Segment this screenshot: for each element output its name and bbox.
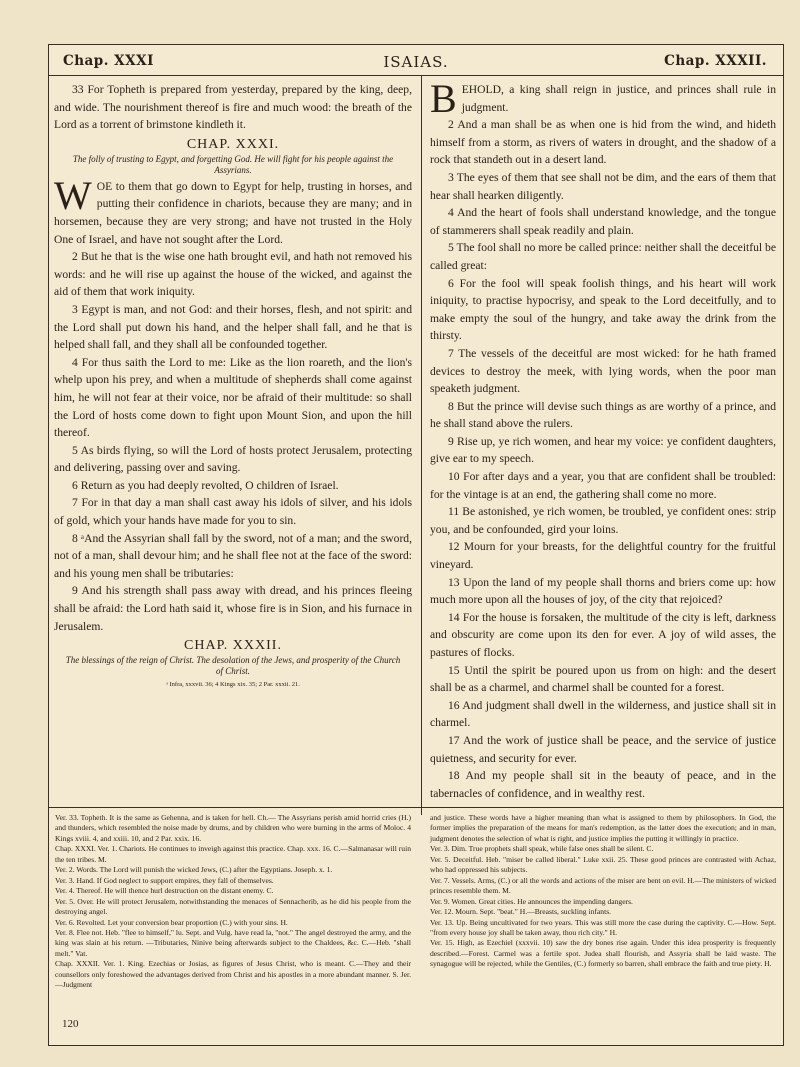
verse-33: 33 For Topheth is prepared from yesterday, prepared by the king, deep, and wide. The nourishment thereof is fire and much wood: the breath of the Lord as a torrent of brimstone kindleth it. <box>54 83 412 132</box>
footnote: Ver. 5. Deceitful. Heb. "miser be called liberal." Luke xxii. 25. These good princes are contrasted with Achaz, who had oppressed his subjects. <box>430 854 776 875</box>
chapter-31-heading: CHAP. XXXI. <box>186 136 280 152</box>
footnote: Ver. 12. Mourn. Sept. "beat." H.—Breasts, suckling infants. <box>430 907 612 917</box>
verse-1-text: EHOLD, a king shall reign in justice, and princes shall rule in judgment. <box>461 83 776 114</box>
verse: 3 The eyes of them that see shall not be dim, and the ears of them that hear shall hearken diligently. <box>430 170 776 202</box>
footnote: Ver. 3. Hand. If God neglect to support empires, they fall of themselves. <box>55 875 274 885</box>
header-left-chapter: Chap. XXXI <box>63 53 154 69</box>
verse: 5 As birds flying, so will the Lord of hosts protect Jerusalem, protecting and delivering, passing over and saving. <box>54 443 412 475</box>
verse: 6 For the fool will speak foolish things, and his heart will work iniquity, to practise hypocrisy, and speak to the Lord deceitfully, and to make empty the soul of the hungry, and take away the drink from the thirsty. <box>430 276 776 343</box>
footnote: Ver. 2. Words. The Lord will punish the wicked Jews, (C.) after the Egyptians. Joseph. x. 1. <box>55 865 333 875</box>
column-divider <box>421 75 422 815</box>
footnote: Ver. 9. Women. Great cities. He announces the impending dangers. <box>430 896 633 906</box>
header-right-chapter: Chap. XXXII. <box>664 53 767 69</box>
verse: 14 For the house is forsaken, the multitude of the city is left, darkness and obscurity are come upon its den for ever. A joy of wild asses, the pastures of flocks. <box>430 610 776 659</box>
footnote: Chap. XXXI. Ver. 1. Chariots. He continues to inveigh against this practice. Chap. xxx. 16. C.—Salmanasar will ruin the ten tribes. M. <box>55 844 411 864</box>
right-column <box>430 76 776 802</box>
dropcap-b: B <box>430 76 457 121</box>
footnote: Ver. 5. Over. He will protect Jerusalem, notwithstanding the menaces of Sennacherib, as he did his people from the destroying angel. <box>55 896 411 917</box>
footnote-divider <box>49 807 783 808</box>
verse-1-text: OE to them that go down to Egypt for help, trusting in horses, and putting their confidence in chariots, because they are many; and in horsemen, because they are very strong; and have not trusted in the Holy One of Israel, and have not sought after the Lord. <box>54 179 412 246</box>
verse: 9 And his strength shall pass away with dread, and his princes fleeing shall be afraid: the Lord hath said it, whose fire is in Sion, and his furnace in Jerusalem. <box>54 584 412 633</box>
chapter-32-heading: CHAP. XXXII. <box>184 638 282 654</box>
dropcap-w: W <box>54 172 92 218</box>
verse: 4 For thus saith the Lord to me: Like as the lion roareth, and the lion's whelp upon his prey, and when a multitude of shepherds shall come against him, he will not fear at their voice, nor be afraid of their multitude: so shall the Lord of hosts come down to fight upon Mount Sion, and upon the hill thereof. <box>54 355 412 440</box>
footnote: Ver. 8. Flee not. Heb. "flee to himself," lu. Sept. and Vulg. have read la, "not." The angel destroyed the army, and the king was slain at his return. —Tributaries, Ninive being afterwards subject to the Chaldees, &c. C.—Heb. "shall melt." Vat. <box>55 927 411 958</box>
verse: 10 For after days and a year, you that are confident shall be troubled: for the vintage is at an end, the gathering shall come no more. <box>430 470 776 501</box>
footnote: Ver. 15. High, as Ezechiel (xxxvii. 10) saw the dry bones rise again. Under this idea prosperity is frequently described.—Forest. Carmel was a fertile spot. Judea shall flourish, and Assyria shall be laid waste. The synagogue will be rejected, while the Gentiles, (C.) formerly so barren, shall embrace the faith and true piety. H. <box>430 938 776 969</box>
footnotes-right <box>430 813 776 970</box>
verse: 13 Upon the land of my people shall thorns and briers come up: how much more upon all the houses of joy, of the city that rejoiced? <box>430 575 776 607</box>
verse: 2 And a man shall be as when one is hid from the wind, and hideth himself from a storm, as rivers of waters in drought, and the shadow of a rock that standeth out in a desert land. <box>430 118 776 167</box>
footnotes-left <box>55 813 411 991</box>
footnote: Ver. 4. Thereof. He will thence hurl destruction on the distant enemy. C. <box>55 886 274 896</box>
verse: 17 And the work of justice shall be peace, and the service of justice quietness, and security for ever. <box>430 733 776 765</box>
chapter-31-summary: The folly of trusting to Egypt, and forgetting God. He will fight for his people against the Assyrians. <box>72 153 394 175</box>
verse: 8 But the prince will devise such things as are worthy of a prince, and he shall stand above the rulers. <box>430 399 776 431</box>
footnote: Ver. 13. Up. Being uncultivated for two years. This was still more the case during the captivity. C.—How. Sept. "from every house joy shall be taken away, thou rich city." H. <box>430 917 776 937</box>
verse: 12 Mourn for your breasts, for the delightful country for the fruitful vineyard. <box>430 540 776 572</box>
verse: 15 Until the spirit be poured upon us from on high: and the desert shall be as a charmel, and charmel shall be counted for a forest. <box>430 663 776 695</box>
verse: 7 For in that day a man shall cast away his idols of silver, and his idols of gold, which your hands have made for you to sin. <box>54 496 412 528</box>
verse: 4 And the heart of fools shall understand knowledge, and the tongue of stammerers shall speak readily and plain. <box>430 206 776 237</box>
header-book-title: ISAIAS. <box>383 53 449 71</box>
footnote: Ver. 7. Vessels. Arms, (C.) or all the words and actions of the miser are bent on evil. H.—The ministers of wicked princes resemble them. M. <box>430 875 776 896</box>
verse: 3 Egypt is man, and not God: and their horses, flesh, and not spirit: and the Lord shall put down his hand, and the helper shall fall, and he that is helped shall fall, and they shall all be confounded together. <box>54 302 412 352</box>
footnote: Ver. 3. Dim. True prophets shall speak, while false ones shall be silent. C. <box>430 844 654 854</box>
footnote: Chap. XXXII. Ver. 1. King. Ezechias or Josias, as figures of Jesus Christ, who is meant. C.—They and their counsellors only foreshowed the advantages derived from Christ and his apostles in a more abundant manner. S. Jer.—Judgment <box>55 959 411 990</box>
verse: 6 Return as you had deeply revolted, O children of Israel. <box>72 478 339 492</box>
verse: 9 Rise up, ye rich women, and hear my voice: ye confident daughters, give ear to my speech. <box>430 434 776 466</box>
chapter-31-verse-1 <box>54 172 412 248</box>
bible-page <box>48 44 784 1046</box>
running-header <box>49 45 783 76</box>
verse: 18 And my people shall sit in the beauty of peace, and in the tabernacles of confidence, and in wealthy rest. <box>430 769 776 800</box>
left-column <box>54 81 412 688</box>
cross-reference: ᵃ Infra, xxxvii. 36; 4 Kings xix. 35; 2 Par. xxxii. 21. <box>166 681 300 689</box>
chapter-32-summary: The blessings of the reign of Christ. The desolation of the Jews, and prosperity of the Church of Christ. <box>65 655 401 677</box>
verse: 16 And judgment shall dwell in the wilderness, and justice shall sit in charmel. <box>430 698 776 730</box>
chapter-32-verse-1 <box>430 76 776 121</box>
verse: 5 The fool shall no more be called prince: neither shall the deceitful be called great: <box>430 241 776 272</box>
verse: 7 The vessels of the deceitful are most wicked: for he hath framed devices to destroy the meek, with lying words, when the poor man speaketh judgment. <box>430 346 776 396</box>
verse: 11 Be astonished, ye rich women, be troubled, ye confident ones: strip you, and be confounded, gird your loins. <box>430 505 776 536</box>
page-number: 120 <box>62 1018 79 1030</box>
footnote: and justice. These words have a higher meaning than what is assigned to them by philosophers. In God, the former implies the preparation of the means for man's redemption, as the latter does the execution; and in man, judgment denotes the selection of what is right, and justice implies the putting it willingly in practice. <box>430 813 776 843</box>
verse: 8 ᵃAnd the Assyrian shall fall by the sword, not of a man; and the sword, not of a man, shall devour him; and he shall flee not at the face of the sword: and his young men shall be tributaries: <box>54 531 412 580</box>
footnote: Ver. 33. Topheth. It is the same as Gehenna, and is taken for hell. Ch.— The Assyrians perish amid horrid cries (H.) and thunders, which resembled the noise made by drums, and by children who were burning in the arms of Moloc. 4 Kings xviii. 4, and xxiii. 10, and 2 Par. xxix. 16. <box>55 813 411 843</box>
verse: 2 But he that is the wise one hath brought evil, and hath not removed his words: and he will rise up against the house of the wicked, and against the aid of them that work iniquity. <box>54 250 412 299</box>
footnote: Ver. 6. Revolted. Let your conversion bear proportion (C.) with your sins. H. <box>55 917 288 927</box>
